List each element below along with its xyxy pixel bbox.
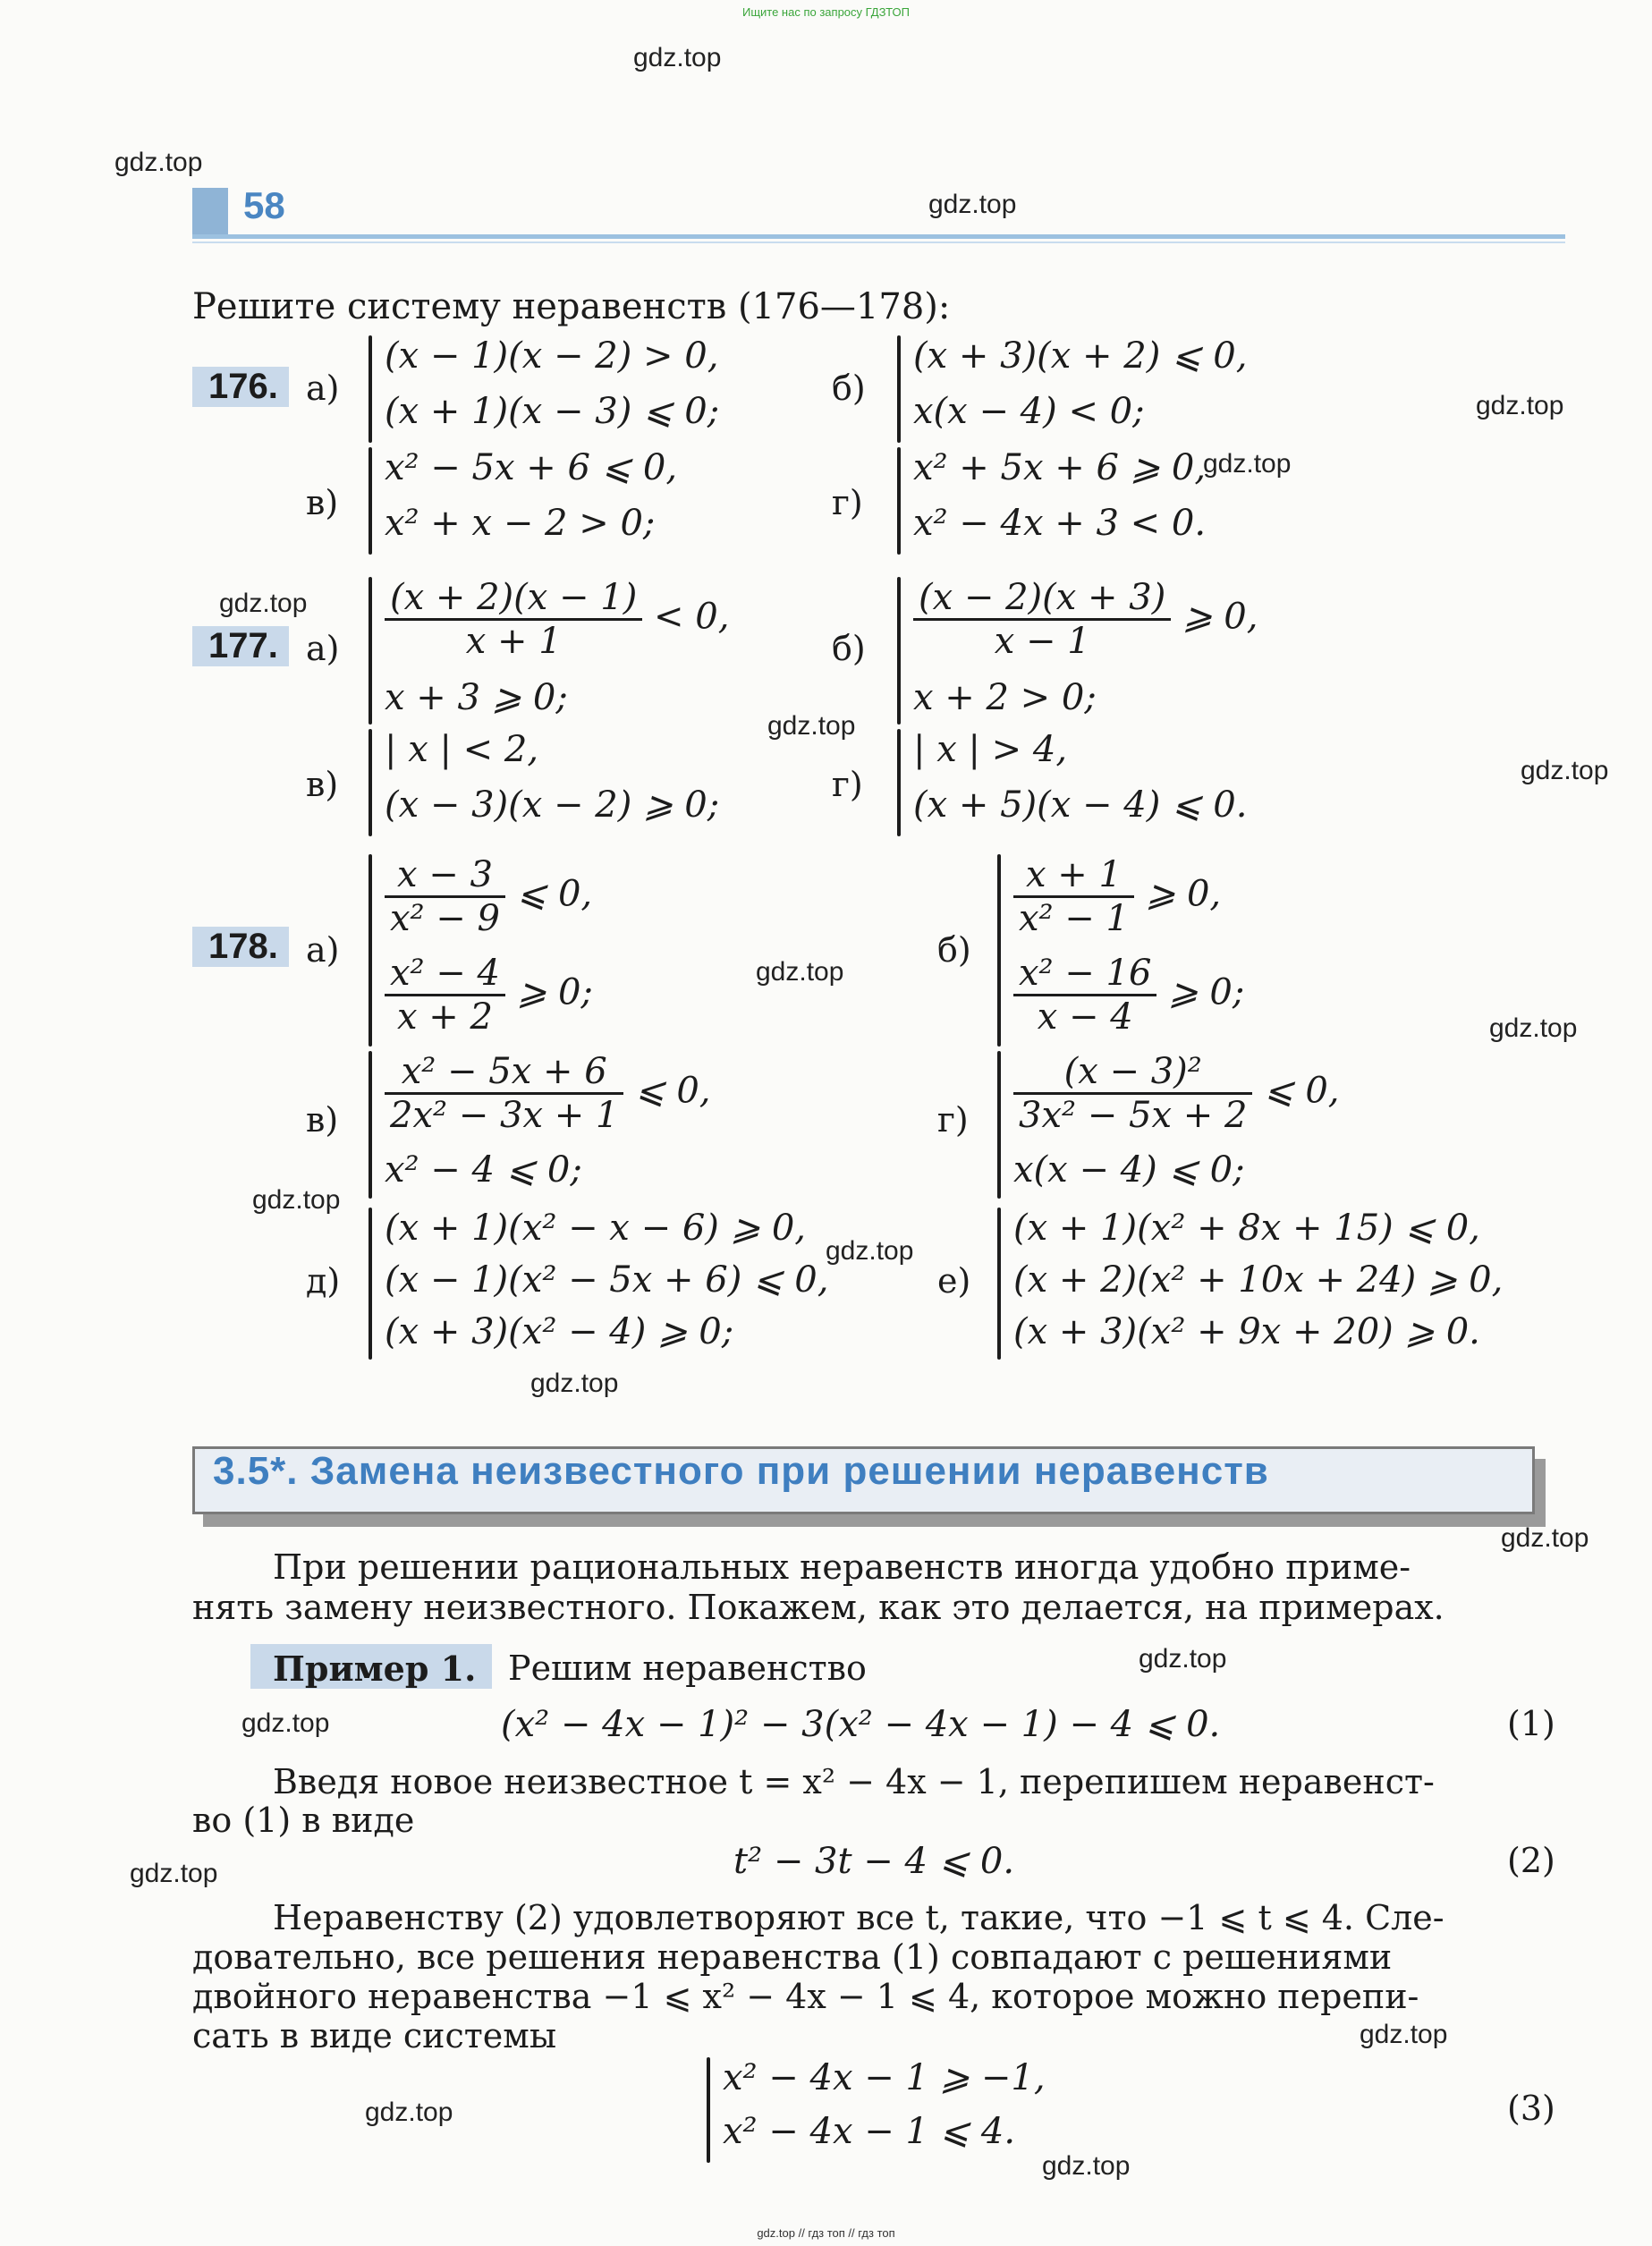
watermark: gdz.top [1489,1013,1578,1043]
watermark: gdz.top [1139,1644,1227,1674]
system-176b [897,335,1398,443]
inequality: x(x − 4) < 0; [913,391,1145,432]
watermark: gdz.top [530,1369,619,1398]
paragraph-line: Введя новое неизвестное t = x² − 4x − 1, перепишем неравенст- [273,1762,1435,1801]
inequality: x² − 5x + 6 ⩽ 0, [385,447,678,488]
fraction: $\frac{\text{x² − 16}}{x - 4}$ [1013,953,1156,1038]
watermark: gdz.top [767,711,856,741]
inequality: x² + 5x + 6 ⩾ 0, [913,447,1207,488]
problem-number-176: 176. [192,367,289,407]
system-178v: $\frac{\text{x² − 5x + 6}}{\text{2x² − 3x + 1}}$ ⩽ 0, x² − 4 ⩽ 0; [369,1051,923,1199]
inequality: x² − 4x − 1 ⩽ 4. [723,2111,1016,2152]
inequality: (x + 3)(x² − 4) ⩾ 0; [385,1311,734,1352]
equation-number: (1) [1507,1704,1555,1743]
inequality: (x + 2)(x² + 10x + 24) ⩾ 0, [1013,1259,1504,1301]
paragraph-line: довательно, все решения неравенства (1) совпадают с решениями [192,1937,1393,1977]
paragraph-line: Неравенству (2) удовлетворяют все t, такие, что −1 ⩽ t ⩽ 4. Сле- [273,1898,1444,1937]
inequality: x² − 4 ⩽ 0; [385,1149,582,1191]
inequality: (x − 1)(x² − 5x + 6) ⩽ 0, [385,1259,829,1301]
system-176v [369,447,869,555]
watermark: gdz.top [633,43,722,72]
watermark: gdz.top [114,148,203,177]
watermark: gdz.top [928,190,1017,219]
item-label: д) [306,1261,341,1301]
item-label: г) [832,483,863,522]
inequality: | x | < 2, [385,729,539,770]
system-177b: $\frac{(x - 2)(x + 3)}{x - 1}$ ⩾ 0, x + 2 > 0; [897,577,1398,725]
fraction: $\frac{(x - 2)(x + 3)}{x - 1}$ [913,577,1171,662]
system-178b: $\frac{x + 1}{\text{x² − 1}}$ ⩾ 0, $\frac{\text{x² − 16}}{x - 4}$ ⩾ 0; [997,854,1444,1047]
watermark: gdz.top [252,1185,341,1215]
item-label: в) [306,765,339,804]
inequality: x² + x − 2 > 0; [385,503,656,544]
system-3 [707,2057,1207,2163]
watermark: gdz.top [365,2098,453,2127]
item-label: е) [937,1261,971,1301]
inequality: (x + 5)(x − 4) ⩽ 0. [913,784,1248,826]
watermark: gdz.top [219,589,308,618]
system-177a: $\frac{(x + 2)(x - 1)}{x + 1}$ < 0, x + 3 ⩾ 0; [369,577,869,725]
inequality: x + 2 > 0; [913,677,1097,718]
system-177v [369,729,869,836]
equation-number: (2) [1507,1841,1555,1880]
fraction: $\frac{\text{x² − 5x + 6}}{\text{2x² − 3x + 1}}$ [385,1051,623,1136]
item-label: г) [937,1100,969,1140]
item-label: б) [937,930,971,970]
item-label: а) [306,629,340,668]
system-178e [997,1208,1561,1360]
page-number: 58 [243,184,285,226]
system-178a: $\frac{x - 3}{\text{x² − 9}}$ ⩽ 0, $\frac{\text{x² − 4}}{x + 2}$ ⩾ 0; [369,854,869,1047]
inequality: (x + 1)(x − 3) ⩽ 0; [385,391,720,432]
equation-number: (3) [1507,2089,1555,2128]
header-rule [192,242,1565,243]
equation-1: (x² − 4x − 1)² − 3(x² − 4x − 1) − 4 ⩽ 0. [501,1704,1221,1745]
inequality: x + 3 ⩾ 0; [385,677,568,718]
item-label: а) [306,930,340,970]
inequality: x(x − 4) ⩽ 0; [1013,1149,1245,1191]
paragraph-line: При решении рациональных неравенств иногда удобно приме- [273,1547,1411,1587]
paragraph-line: нять замену неизвестного. Покажем, как это делается, на примерах. [192,1588,1444,1627]
equation-2: t² − 3t − 4 ⩽ 0. [733,1841,1015,1882]
problems-intro: Решите систему неравенств (176—178): [192,286,951,327]
problem-number-178: 178. [192,927,289,967]
fraction: $\frac{x + 1}{\text{x² − 1}}$ [1013,854,1134,939]
watermark: gdz.top [1521,756,1609,785]
inequality: (x − 3)(x − 2) ⩾ 0; [385,784,720,826]
inequality: (x + 1)(x² + 8x + 15) ⩽ 0, [1013,1208,1480,1249]
fraction: $\frac{x - 3}{\text{x² − 9}}$ [385,854,505,939]
system-178d [369,1208,923,1360]
watermark: gdz.top [1203,449,1292,479]
section-title: 3.5*. Замена неизвестного при решении неравенств [213,1449,1269,1493]
problem-number-177: 177. [192,626,289,666]
watermark: gdz.top [1501,1523,1589,1553]
system-176g [897,447,1398,555]
watermark: gdz.top [241,1708,330,1738]
item-label: г) [832,765,863,804]
item-label: а) [306,369,340,408]
watermark: gdz.top [130,1859,218,1888]
bottom-banner: gdz.top // гдз топ // гдз топ [757,2226,895,2240]
watermark: gdz.top [1360,2020,1448,2049]
paragraph-line: двойного неравенства −1 ⩽ x² − 4x − 1 ⩽ 4, которое можно перепи- [192,1977,1419,2016]
item-label: б) [832,369,866,408]
inequality: (x + 3)(x + 2) ⩽ 0, [913,335,1248,377]
item-label: б) [832,629,866,668]
header-marker [192,188,228,234]
paragraph-line: во (1) в виде [192,1801,415,1840]
inequality: x² − 4x − 1 ⩾ −1, [723,2057,1046,2098]
inequality: | x | > 4, [913,729,1068,770]
watermark: gdz.top [756,957,844,987]
fraction: $\frac{\text{(x − 3)²}}{\text{3x² − 5x + 2}}$ [1013,1051,1252,1136]
item-label: в) [306,1100,339,1140]
paragraph-line: сать в виде системы [192,2016,557,2055]
inequality: (x + 3)(x² + 9x + 20) ⩾ 0. [1013,1311,1480,1352]
item-label: в) [306,483,339,522]
fraction: $\frac{(x + 2)(x - 1)}{x + 1}$ [385,577,642,662]
system-177g [897,729,1398,836]
watermark: gdz.top [1476,391,1564,420]
example-label: Пример 1. [273,1648,477,1689]
system-176a [369,335,869,443]
watermark: gdz.top [826,1236,914,1266]
inequality: x² − 4x + 3 < 0. [913,503,1207,544]
system-178g: $\frac{\text{(x − 3)²}}{\text{3x² − 5x + 2}}$ ⩽ 0, x(x − 4) ⩽ 0; [997,1051,1498,1199]
top-banner: Ищите нас по запросу ГДЗТОП [741,5,910,19]
inequality: (x − 1)(x − 2) > 0, [385,335,719,377]
paragraph-line: Решим неравенство [508,1648,867,1688]
watermark: gdz.top [1042,2151,1131,2181]
header-rule [192,234,1565,239]
fraction: $\frac{\text{x² − 4}}{x + 2}$ [385,953,505,1038]
inequality: (x + 1)(x² − x − 6) ⩾ 0, [385,1208,806,1249]
